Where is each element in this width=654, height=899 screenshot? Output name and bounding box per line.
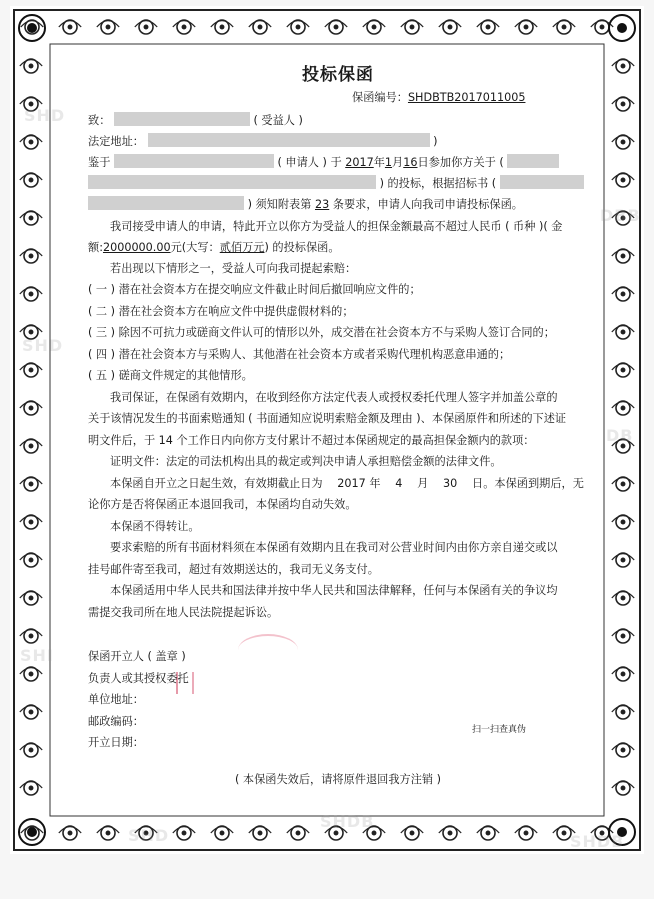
sign-postcode: 邮政编码： [88,715,144,728]
redacted-address [148,133,430,147]
whereas-line [88,153,559,173]
address-close: ) [433,135,438,148]
redacted-tender-no [88,196,244,210]
condition-item: ( 二 ) 潜在社会资本方在响应文件中提供虚假材料的； [88,305,354,318]
scan-verify-note: 扫一扫查真伪 [472,725,527,735]
clause-suffix: 条要求，申请人向我司申请投标保函。 [332,198,523,211]
year-char: 年 [373,156,385,169]
redacted-project-name [88,175,376,189]
date-year: 2017 [345,156,374,169]
month-char: 月 [392,156,404,169]
clause-line [88,195,523,215]
beneficiary-tag: ( 受益人 ) [253,114,303,127]
date-month: 1 [384,156,393,169]
redacted-project [507,154,559,168]
amount-label: 额: [88,241,103,254]
condition-item: ( 三 ) 除因不可抗力或磋商文件认可的情形以外，成交潜在社会资本方不与采购人签订合同的； [88,326,555,339]
seal-mark [238,634,298,666]
claim-intro: 若出现以下情形之一，受益人可向我司提起索赔： [110,262,357,275]
legal-address-label: 法定地址： [88,135,144,148]
condition-item: ( 一 ) 潜在社会资本方在提交响应文件截止时间后撤回响应文件的； [88,283,421,296]
sign-representative: 负责人或其授权委托 [88,672,189,685]
day-part: 日参加你方关于 ( [417,156,504,169]
para1-amount-line [88,238,340,258]
watermark: SHDB [570,832,625,851]
para3-line: 明文件后，于 14 个工作日内向你方支付累计不超过本保函规定的最高担保金额内的款项： [88,434,535,447]
claims-line: 要求索赔的所有书面材料须在本保函有效期内且在我司对公营业时间内由你方亲自递交或以 [110,541,558,554]
clause-number: 23 [314,198,330,211]
guarantee-number-label: 保函编号： [352,91,408,104]
watermark: SHD [128,826,170,845]
watermark: SHD [22,336,64,355]
bid-text: ) 的投标，根据招标书 ( [379,177,497,190]
sign-date: 开立日期： [88,736,144,749]
para3-line: 我司保证，在保函有效期内，在收到经你方法定代表人或授权委托代理人签字并加盖公章的 [110,391,558,404]
date-day: 16 [403,156,418,169]
amount-mid: 元(大写： [170,241,220,254]
guarantee-number: SHDBTB2017011005 [407,91,526,104]
amount-end: ) 的投标保函。 [264,241,340,254]
redacted-beneficiary [114,112,250,126]
redacted-applicant [114,154,274,168]
page-title: 投标保函 [302,65,374,85]
footer-note: ( 本保函失效后，请将原件退回我方注销 ) [234,773,442,786]
condition-item: ( 四 ) 潜在社会资本方与采购人、其他潜在社会资本方或者采购代理机构恶意串通的； [88,348,511,361]
watermark: SHI [20,646,54,665]
to-label: 致： [88,114,111,127]
watermark: SHD [24,106,66,125]
watermark: DB [606,426,634,445]
clause-prefix: ) 须知附表第 [247,198,312,211]
condition-item: ( 五 ) 磋商文件规定的其他情形。 [88,369,253,382]
sign-address: 单位地址： [88,693,144,706]
redacted-tender-doc [500,175,584,189]
amount-number: 2000000.00 [102,241,171,254]
para3-line: 关于该情况发生的书面索赔通知 ( 书面通知应说明索赔金额及理由 )、本保函原件和所述的下述证 [88,412,567,425]
document-page [10,6,644,854]
address-line [88,132,437,152]
guarantee-number-line [352,88,525,108]
bid-line [88,174,584,194]
to-line [88,111,303,131]
claims-line: 挂号邮件寄至我司，超过有效期送达的，我司无义务支付。 [88,563,379,576]
law-line: 需提交我司所在地人民法院提起诉讼。 [88,606,279,619]
whereas-label: 鉴于 [88,156,111,169]
proof-line: 证明文件：法定的司法机构出具的裁定或判决申请人承担赔偿金额的法律文件。 [110,455,502,468]
amount-chinese: 贰佰万元 [219,241,265,254]
para1-line1: 我司接受申请人的申请，特此开立以你方为受益人的担保金额最高不超过人民币 ( 币种 )( 金 [110,220,563,233]
applicant-tag: ( 申请人 ) 于 [277,156,342,169]
watermark: DBB [600,206,641,225]
no-transfer-line: 本保函不得转让。 [110,520,200,533]
watermark: SHDB [320,812,375,831]
validity-line: 本保函自开立之日起生效，有效期截止日为 2017 年 4 月 30 日。本保函到期后，无 [110,477,584,490]
validity-line: 论你方是否将保函正本退回我司，本保函均自动失效。 [88,498,357,511]
sign-issuer: 保函开立人 ( 盖章 ) [88,650,186,663]
law-line: 本保函适用中华人民共和国法律并按中华人民共和国法律解释，任何与本保函有关的争议均 [110,584,558,597]
